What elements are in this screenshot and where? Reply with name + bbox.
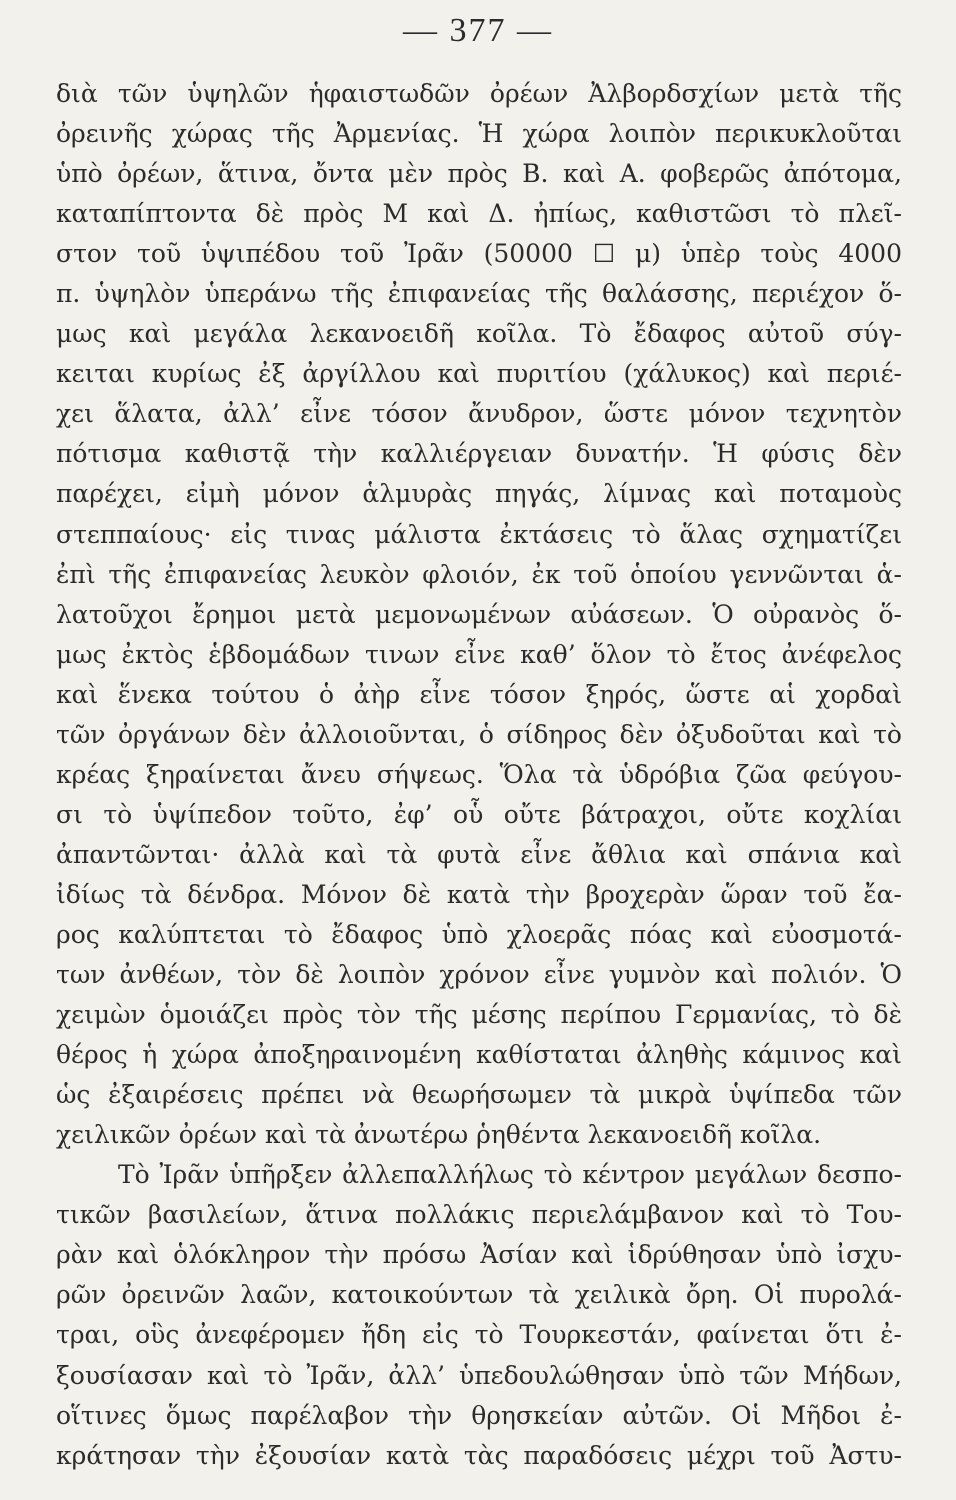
page-number: — 377 — bbox=[403, 12, 553, 49]
text-line: π. ὑψηλὸν ὑπεράνω τῆς ἐπιφανείας τῆς θαλάσσης, περιέχον ὅ- bbox=[56, 279, 902, 309]
text-line: ρῶν ὀρεινῶν λαῶν, κατοικούντων τὰ χειλικὰ ὄρη. Οἱ πυρολά- bbox=[56, 1280, 902, 1310]
text-line: ὀρεινῆς χώρας τῆς Ἀρμενίας. Ἡ χώρα λοιπὸν περικυκλοῦται bbox=[56, 119, 902, 149]
text-line: καταπίπτοντα δὲ πρὸς Μ καὶ Δ. ἠπίως, καθιστῶσι τὸ πλεῖ- bbox=[56, 199, 902, 229]
text-line: των ἀνθέων, τὸν δὲ λοιπὸν χρόνον εἶνε γυμνὸν καὶ πολιόν. Ὁ bbox=[56, 960, 902, 990]
text-line: καὶ ἕνεκα τούτου ὁ ἀὴρ εἶνε τόσον ξηρός, ὥστε αἱ χορδαὶ bbox=[56, 679, 902, 709]
body-text bbox=[56, 74, 902, 1476]
text-line: χειμὼν ὁμοιάζει πρὸς τὸν τῆς μέσης περίπου Γερμανίας, τὸ δὲ bbox=[56, 1000, 902, 1030]
text-line: κρέας ξηραίνεται ἄνευ σήψεως. Ὅλα τὰ ὑδρόβια ζῶα φεύγου- bbox=[56, 759, 902, 789]
text-line: Τὸ Ἰρᾶν ὑπῆρξεν ἀλλεπαλλήλως τὸ κέντρον μεγάλων δεσπο- bbox=[118, 1160, 902, 1190]
text-line: ἐπὶ τῆς ἐπιφανείας λευκὸν φλοιόν, ἐκ τοῦ ὁποίου γεννῶνται ἁ- bbox=[56, 559, 902, 589]
text-line: μως καὶ μεγάλα λεκανοειδῆ κοῖλα. Τὸ ἔδαφος αὐτοῦ σύγ- bbox=[56, 319, 902, 349]
text-line: πότισμα καθιστᾷ τὴν καλλιέργειαν δυνατήν. Ἡ φύσις δὲν bbox=[56, 439, 902, 469]
text-line: τικῶν βασιλείων, ἅτινα πολλάκις περιελάμβανον καὶ τὸ Του- bbox=[56, 1200, 902, 1230]
text-line: παρέχει, εἰμὴ μόνον ἁλμυρὰς πηγάς, λίμνας καὶ ποταμοὺς bbox=[56, 479, 902, 509]
text-line: λατοῦχοι ἔρημοι μετὰ μεμονωμένων αὐάσεων. Ὁ οὐρανὸς ὅ- bbox=[56, 599, 902, 629]
text-line: ὡς ἐξαιρέσεις πρέπει νὰ θεωρήσωμεν τὰ μικρὰ ὑψίπεδα τῶν bbox=[56, 1080, 902, 1110]
text-line: ρος καλύπτεται τὸ ἔδαφος ὑπὸ χλοερᾶς πόας καὶ εὐοσμοτά- bbox=[56, 919, 902, 949]
text-line: ἀπαντῶνται· ἀλλὰ καὶ τὰ φυτὰ εἶνε ἄθλια καὶ σπάνια καὶ bbox=[56, 839, 902, 869]
text-line: χει ἅλατα, ἀλλ’ εἶνε τόσον ἄνυδρον, ὥστε μόνον τεχνητὸν bbox=[56, 399, 902, 429]
text-line: οἵτινες ὅμως παρέλαβον τὴν θρησκείαν αὐτῶν. Οἱ Μῆδοι ἐ- bbox=[56, 1400, 902, 1430]
text-line: ἰδίως τὰ δένδρα. Μόνον δὲ κατὰ τὴν βροχερὰν ὥραν τοῦ ἔα- bbox=[56, 879, 902, 909]
text-line: τῶν ὀργάνων δὲν ἀλλοιοῦνται, ὁ σίδηρος δὲν ὀξυδοῦται καὶ τὸ bbox=[56, 719, 902, 749]
text-line: ξουσίασαν καὶ τὸ Ἰρᾶν, ἀλλ’ ὑπεδουλώθησαν ὑπὸ τῶν Μήδων, bbox=[56, 1360, 902, 1390]
text-line: χειλικῶν ὀρέων καὶ τὰ ἀνωτέρω ῥηθέντα λεκανοειδῆ κοῖλα. bbox=[56, 1120, 822, 1150]
text-line: στεππαίους· εἰς τινας μάλιστα ἐκτάσεις τὸ ἅλας σχηματίζει bbox=[56, 519, 902, 549]
text-line: ρὰν καὶ ὁλόκληρον τὴν πρόσω Ἀσίαν καὶ ἱδρύθησαν ὑπὸ ἰσχυ- bbox=[56, 1240, 902, 1270]
text-line: διὰ τῶν ὑψηλῶν ἡφαιστωδῶν ὀρέων Ἀλβορδσχίων μετὰ τῆς bbox=[56, 79, 902, 108]
text-line: κειται κυρίως ἐξ ἀργίλλου καὶ πυριτίου (χάλυκος) καὶ περιέ- bbox=[56, 359, 902, 389]
text-line: ὑπὸ ὀρέων, ἅτινα, ὄντα μὲν πρὸς Β. καὶ Α. φοβερῶς ἀπότομα, bbox=[56, 159, 902, 189]
text-line: στον τοῦ ὑψιπέδου τοῦ Ἰρᾶν (50000 ☐ μ) ὑπὲρ τοὺς 4000 bbox=[56, 239, 902, 269]
text-line: μως ἐκτὸς ἑβδομάδων τινων εἶνε καθ’ ὅλον τὸ ἔτος ἀνέφελος bbox=[56, 639, 902, 669]
text-line: σι τὸ ὑψίπεδον τοῦτο, ἐφ’ οὗ οὔτε βάτραχοι, οὔτε κοχλίαι bbox=[56, 799, 902, 829]
text-line: τραι, οὓς ἀνεφέρομεν ἤδη εἰς τὸ Τουρκεστάν, φαίνεται ὅτι ἐ- bbox=[56, 1320, 902, 1350]
text-line: κράτησαν τὴν ἐξουσίαν κατὰ τὰς παραδόσεις μέχρι τοῦ Ἀστυ- bbox=[56, 1440, 902, 1470]
text-line: θέρος ἡ χώρα ἀποξηραινομένη καθίσταται ἀληθὴς κάμινος καὶ bbox=[56, 1040, 902, 1070]
